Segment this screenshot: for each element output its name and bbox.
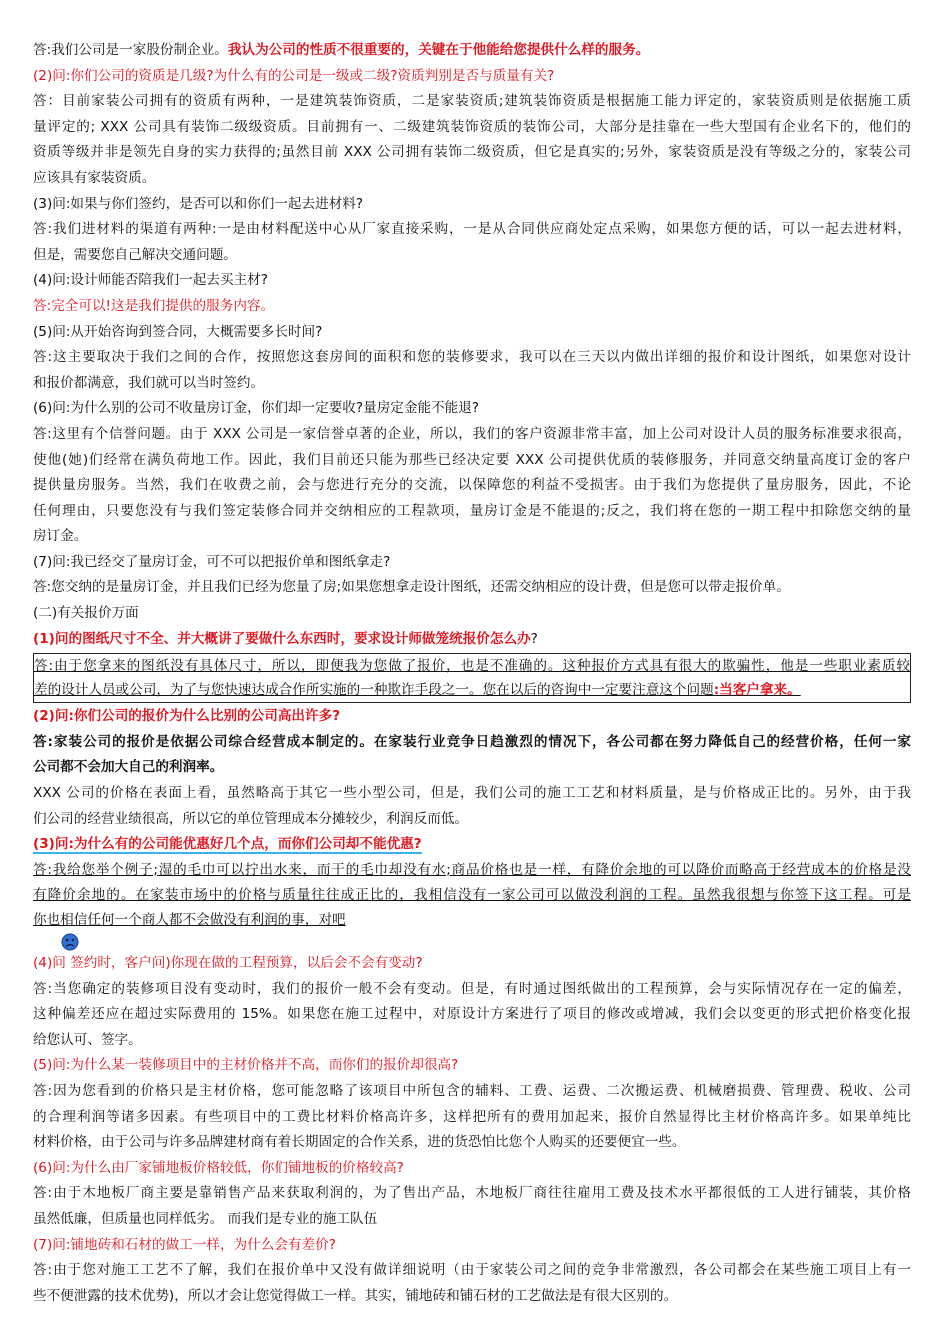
answer-1 bbox=[33, 38, 911, 64]
pricing-question-3-text: (3)问:为什么有的公司能优惠好几个点，而你们公司却不能优惠? bbox=[33, 836, 422, 853]
document-page bbox=[33, 38, 911, 1309]
pricing-answer-1-text: 差的设计人员或公司，为了与您快速达成合作所实施的一种欺诈手段之一。您在以后的咨询中一定要注意这个问题 bbox=[34, 682, 714, 699]
pricing-answer-7-line: 答:由于您对施工工艺不了解，我们在报价单中又没有做详细说明（由于家装公司之间的竞争非常激烈，各公司都会在某些施工项目上有一 bbox=[33, 1262, 911, 1279]
pricing-answer-5-line: 答:因为您看到的价格只是主材价格，您可能忽略了该项目中所包含的辅料、工费、运费、二次搬运费、机械磨损费、管理费、税收、公司 bbox=[33, 1082, 911, 1099]
pricing-answer-1-line bbox=[34, 678, 910, 702]
pricing-answer-4-line: 给您认可、签字。 bbox=[33, 1031, 142, 1048]
pricing-answer-3-line: 有降价余地的。在家装市场中的价格与质量往往成正比的，我相信没有一家公司可以做没利润的工程。虽然我很想与你签下这工程。可是 bbox=[33, 887, 911, 904]
section-heading: (二)有关报价万面 bbox=[33, 605, 139, 622]
answer-1-text: 答:我们公司是一家股份制企业。 bbox=[33, 42, 228, 58]
question-7: (7)问:我已经交了量房订金，可不可以把报价单和图纸拿走? bbox=[33, 553, 391, 570]
pricing-question-1-text: (1)问的图纸尺寸不全、并大概讲了要做什么东西时，要求设计师做笼统报价怎么办 bbox=[33, 630, 531, 647]
pricing-answer-3-line: 你也相信任何一个商人都不会做没有利润的事，对吧 bbox=[33, 912, 346, 928]
answer-3-line: 答:我们进材料的渠道有两种:一是由材料配送中心从厂家直接采购，一是从合同供应商处定点采购，如果您方便的话，可以一起去进材料， bbox=[33, 221, 911, 238]
pricing-question-1-tail: ? bbox=[530, 630, 538, 647]
pricing-question-1 bbox=[33, 627, 911, 653]
answer-2-line: 答：目前家装公司拥有的资质有两种，一是建筑装饰资质，二是家装资质;建筑装饰资质是根据施工能力评定的，家装资质则是依据施工质 bbox=[33, 93, 911, 110]
pricing-question-7: (7)问:铺地砖和石材的做工一样，为什么会有差价? bbox=[33, 1236, 336, 1253]
pricing-answer-5-line: 的合理利润等诸多因素。有些项目中的工费比材料价格高许多，这样把所有的费用加起来，报价自然显得比主材价格高许多。如果单纯比 bbox=[33, 1108, 911, 1125]
pricing-question-2: (2)问:你们公司的报价为什么比别的公司高出许多? bbox=[33, 708, 341, 725]
answer-7: 答:您交纳的是量房订金，并且我们已经为您量了房;如果您想拿走设计图纸，还需交纳相应的设计费，但是您可以带走报价单。 bbox=[33, 579, 790, 596]
answer-6-line: 任何理由，只要您没有与我们签定装修合同并交纳相应的工程款项，量房订金是不能退的;反之，我们将在您的一期工程中扣除您交纳的量 bbox=[33, 502, 911, 519]
pricing-answer-2-line: XXX 公司的价格在表面上看，虽然略高于其它一些小型公司，但是，我们公司的施工工艺和材料质量，是与价格成正比的。另外，由于我 bbox=[33, 785, 911, 802]
answer-4: 答:完全可以!这是我们提供的服务内容。 bbox=[33, 297, 275, 314]
pricing-answer-4-line: 这种偏差还应在超过实际费用的 15%。如果您在施工过程中，对原设计方案进行了项目的修改或增减，我们会以变更的形式把价格变化报 bbox=[33, 1006, 911, 1023]
answer-2-line: 应该具有家装资质。 bbox=[33, 169, 156, 186]
pricing-answer-3-line: 答:我给您举个例子;湿的毛巾可以拧出水来，而干的毛巾却没有水;商品价格也是一样，有降价余地的可以降价而略高于经营成本的价格是没 bbox=[33, 861, 911, 878]
question-6: (6)问:为什么别的公司不收量房订金，你们却一定要收?量房定金能不能退? bbox=[33, 400, 480, 417]
question-3: (3)问:如果与你们签约，是否可以和你们一起去进材料? bbox=[33, 195, 364, 212]
answer-5-line: 答:这主要取决于我们之间的合作，按照您这套房间的面积和您的装修要求，我可以在三天以内做出详细的报价和设计图纸，如果您对设计 bbox=[33, 349, 911, 366]
answer-1-emphasis: 我认为公司的性质不很重要的，关键在于他能给您提供什么样的服务。 bbox=[227, 42, 650, 58]
sad-face-icon bbox=[61, 933, 79, 951]
answer-2-line: 资质等级并非是领先自身的实力获得的;虽然目前 XXX 公司拥有装饰二级资质，但它是真实的;另外，家装资质是没有等级之分的，家装公司 bbox=[33, 144, 911, 161]
answer-3-line: 但是，需要您自己解决交通问题。 bbox=[33, 246, 237, 263]
pricing-question-5: (5)问:为什么某一装修项目中的主材价格并不高，而你们的报价却很高? bbox=[33, 1057, 459, 1074]
pricing-answer-7-line: 些不便泄露的技术优势)，所以才会让您觉得做工一样。其实，铺地砖和铺石材的工艺做法是有很大区别的。 bbox=[33, 1287, 678, 1304]
pricing-answer-6-line: 虽然低廉，但质量也同样低劣。 而我们是专业的施工队伍 bbox=[33, 1210, 378, 1227]
pricing-answer-1-box bbox=[33, 653, 911, 703]
pricing-answer-1-emphasis: :当客户拿来。 bbox=[713, 682, 801, 699]
pricing-answer-2-bold-line: 答:家装公司的报价是依据公司综合经营成本制定的。在家装行业竞争日趋激烈的情况下，各公司都在努力降低自己的经营价格，任何一家 bbox=[33, 733, 911, 750]
pricing-answer-6-line: 答:由于木地板厂商主要是靠销售产品来获取利润的，为了售出产品，木地板厂商往往雇用工费及技术水平都很低的工人进行铺装，其价格 bbox=[33, 1185, 911, 1202]
question-5: (5)问:从开始咨询到签合同，大概需要多长时间? bbox=[33, 323, 323, 340]
pricing-answer-2-line: 们公司的经营业绩很高，所以它的单位管理成本分摊较少，利润反而低。 bbox=[33, 810, 468, 827]
pricing-question-3 bbox=[33, 832, 911, 858]
answer-6-line: 提供量房服务。当然，我们在收费之前，会与您进行充分的交流，以保障您的利益不受损害。由于我们为您提供了量房服务，因此，不论 bbox=[33, 477, 911, 494]
pricing-answer-4-line: 答:当您确定的装修项目没有变动时，我们的报价一般不会有变动。但是，有时通过图纸做出的工程预算，会与实际情况存在一定的偏差， bbox=[33, 980, 911, 997]
pricing-answer-1-line: 答:由于您拿来的图纸没有具体尺寸，所以，即便我为您做了报价，也是不准确的。这种报价方式具有很大的欺骗性，他是一些职业素质较 bbox=[34, 658, 910, 675]
pricing-question-6: (6)问:为什么由厂家铺地板价格较低，你们铺地板的价格较高? bbox=[33, 1159, 404, 1176]
answer-2-line: 量评定的; XXX 公司具有装饰二级级资质。目前拥有一、二级建筑装饰资质的装饰公司，大部分是挂靠在一些大型国有企业名下的，他们的 bbox=[33, 118, 911, 135]
pricing-answer-2-bold-line: 公司都不会加大自己的利润率。 bbox=[33, 759, 224, 776]
answer-6-line: 房订金。 bbox=[33, 528, 88, 545]
answer-6-line: 使他(她)们经常在满负荷地工作。因此，我们目前还只能为那些已经决定要 XXX 公司提供优质的装修服务，并同意交纳量高度订金的客户 bbox=[33, 451, 911, 468]
question-2: (2)问:你们公司的资质是几级?为什么有的公司是一级或二级?资质判别是否与质量有关? bbox=[33, 67, 555, 84]
answer-6-line: 答:这里有个信誉问题。由于 XXX 公司是一家信誉卓著的企业，所以，我们的客户资源非常丰富，加上公司对设计人员的服务标准要求很高， bbox=[33, 425, 911, 442]
pricing-question-4: (4)问 签约时，客户问)你现在做的工程预算，以后会不会有变动? bbox=[33, 955, 423, 971]
pricing-answer-5-line: 材料价格，由于公司与许多品牌建材商有着长期固定的合作关系，进的货恐怕比您个人购买的还要便宜一些。 bbox=[33, 1134, 686, 1151]
question-4: (4)问:设计师能否陪我们一起去买主材? bbox=[33, 272, 268, 289]
answer-5-line: 和报价都满意，我们就可以当时签约。 bbox=[33, 374, 265, 391]
